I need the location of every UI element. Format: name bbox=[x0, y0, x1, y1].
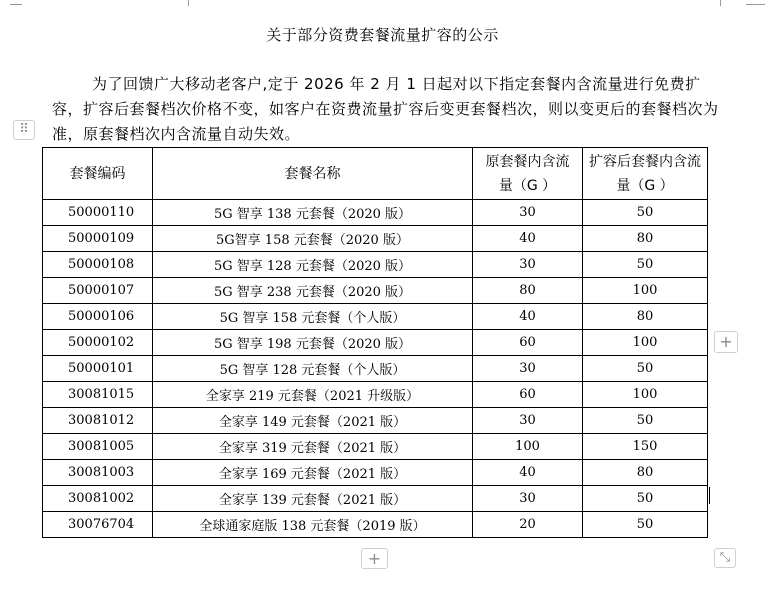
table-header-row bbox=[43, 148, 708, 200]
expanded-data: 50 bbox=[583, 356, 708, 382]
notice-paragraph bbox=[52, 72, 722, 147]
ruler-tick bbox=[746, 0, 765, 5]
table-row bbox=[43, 330, 708, 356]
original-data: 20 bbox=[473, 512, 583, 538]
ruler-mark-left bbox=[188, 0, 189, 6]
ruler-tick bbox=[10, 0, 22, 5]
original-data: 40 bbox=[473, 226, 583, 252]
original-data: 30 bbox=[473, 200, 583, 226]
expanded-data: 50 bbox=[583, 200, 708, 226]
package-name: 全家享 139 元套餐（2021 版） bbox=[153, 486, 473, 512]
original-data: 30 bbox=[473, 252, 583, 278]
package-code: 30081002 bbox=[43, 486, 153, 512]
text-cursor bbox=[709, 487, 710, 504]
package-code: 50000102 bbox=[43, 330, 153, 356]
expanded-data: 100 bbox=[583, 278, 708, 304]
package-table bbox=[42, 147, 708, 538]
package-code: 30081005 bbox=[43, 434, 153, 460]
header-name: 套餐名称 bbox=[153, 148, 473, 200]
table-row bbox=[43, 460, 708, 486]
table-row bbox=[43, 200, 708, 226]
package-name: 5G 智享 158 元套餐（个人版） bbox=[153, 304, 473, 330]
notice-text: 为了回馈广大移动老客户,定于 2026 年 2 月 1 日起对以下指定套餐内含流量进行免费扩容，扩容后套餐档次价格不变，如客户在资费流量扩容后变更套餐档次，则以变更后的套餐档次为准，原套餐档次内含流量自动失效。 bbox=[52, 75, 719, 143]
expanded-data: 80 bbox=[583, 304, 708, 330]
package-name: 5G 智享 238 元套餐（2020 版） bbox=[153, 278, 473, 304]
original-data: 80 bbox=[473, 278, 583, 304]
original-data: 30 bbox=[473, 486, 583, 512]
package-name: 全球通家庭版 138 元套餐（2019 版） bbox=[153, 512, 473, 538]
package-name: 全家享 219 元套餐（2021 升级版） bbox=[153, 382, 473, 408]
package-code: 30081015 bbox=[43, 382, 153, 408]
package-name: 5G智享 158 元套餐（2020 版） bbox=[153, 226, 473, 252]
header-original-data: 原套餐内含流量（G ） bbox=[473, 148, 583, 200]
table-row bbox=[43, 486, 708, 512]
header-code: 套餐编码 bbox=[43, 148, 153, 200]
ruler-mark-right bbox=[720, 0, 721, 6]
expanded-data: 50 bbox=[583, 512, 708, 538]
original-data: 60 bbox=[473, 382, 583, 408]
table-resize-handle[interactable]: ⤡ bbox=[714, 548, 736, 568]
original-data: 100 bbox=[473, 434, 583, 460]
package-code: 30081003 bbox=[43, 460, 153, 486]
package-code: 50000110 bbox=[43, 200, 153, 226]
add-row-button[interactable]: + bbox=[361, 548, 388, 569]
table-row bbox=[43, 382, 708, 408]
package-name: 全家享 169 元套餐（2021 版） bbox=[153, 460, 473, 486]
package-name: 5G 智享 138 元套餐（2020 版） bbox=[153, 200, 473, 226]
package-code: 50000101 bbox=[43, 356, 153, 382]
expanded-data: 80 bbox=[583, 226, 708, 252]
expanded-data: 100 bbox=[583, 382, 708, 408]
package-code: 50000107 bbox=[43, 278, 153, 304]
original-data: 40 bbox=[473, 460, 583, 486]
package-code: 50000108 bbox=[43, 252, 153, 278]
package-name: 5G 智享 128 元套餐（个人版） bbox=[153, 356, 473, 382]
expanded-data: 50 bbox=[583, 252, 708, 278]
package-code: 50000106 bbox=[43, 304, 153, 330]
package-name: 全家享 319 元套餐（2021 版） bbox=[153, 434, 473, 460]
package-name: 5G 智享 128 元套餐（2020 版） bbox=[153, 252, 473, 278]
expanded-data: 50 bbox=[583, 408, 708, 434]
header-expanded-data: 扩容后套餐内含流量（G ） bbox=[583, 148, 708, 200]
package-name: 5G 智享 198 元套餐（2020 版） bbox=[153, 330, 473, 356]
original-data: 30 bbox=[473, 356, 583, 382]
original-data: 30 bbox=[473, 408, 583, 434]
original-data: 60 bbox=[473, 330, 583, 356]
package-code: 30076704 bbox=[43, 512, 153, 538]
package-name: 全家享 149 元套餐（2021 版） bbox=[153, 408, 473, 434]
expanded-data: 150 bbox=[583, 434, 708, 460]
package-code: 50000109 bbox=[43, 226, 153, 252]
document-title: 关于部分资费套餐流量扩容的公示 bbox=[266, 26, 499, 44]
expanded-data: 50 bbox=[583, 486, 708, 512]
table-row bbox=[43, 408, 708, 434]
package-code: 30081012 bbox=[43, 408, 153, 434]
table-row bbox=[43, 304, 708, 330]
table-row bbox=[43, 356, 708, 382]
expanded-data: 100 bbox=[583, 330, 708, 356]
table-row bbox=[43, 252, 708, 278]
original-data: 40 bbox=[473, 304, 583, 330]
expanded-data: 80 bbox=[583, 460, 708, 486]
table-row bbox=[43, 512, 708, 538]
table-move-handle[interactable]: ⠿ bbox=[13, 120, 35, 140]
add-column-button[interactable]: + bbox=[714, 331, 738, 353]
table-row bbox=[43, 226, 708, 252]
table-row bbox=[43, 434, 708, 460]
table-row bbox=[43, 278, 708, 304]
